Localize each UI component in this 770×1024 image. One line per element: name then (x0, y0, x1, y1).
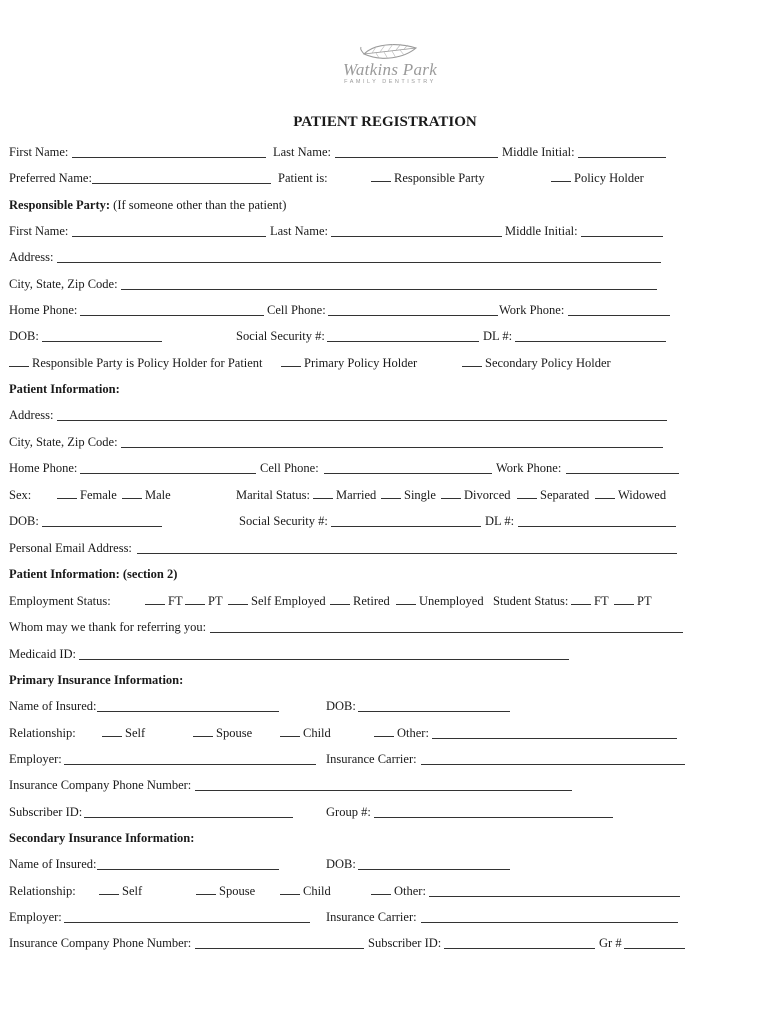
employment-status-label: Employment Status: (9, 594, 111, 608)
secondary-insured-row (0, 855, 770, 873)
secondary-employer-row (0, 908, 770, 926)
patient-email-row (0, 539, 770, 557)
employment-ft-option[interactable] (145, 592, 183, 610)
checkbox-blank[interactable] (381, 488, 401, 499)
logo-name: Watkins Park (342, 60, 438, 79)
option-label: FT (594, 594, 609, 608)
patient-dl-field[interactable] (518, 526, 676, 527)
responsible-party-heading (9, 196, 286, 214)
checkbox-blank[interactable] (57, 488, 77, 499)
checkbox-blank[interactable] (196, 884, 216, 895)
middle-initial-field[interactable] (578, 157, 666, 158)
secondary-phone-field[interactable] (195, 948, 364, 949)
rp-work-phone-label: Work Phone: (499, 303, 565, 317)
option-label: Spouse (219, 884, 256, 898)
primary-phone-field[interactable] (195, 790, 572, 791)
option-label: Unemployed (419, 594, 484, 608)
rp-city-field[interactable] (121, 289, 657, 290)
primary-self-option[interactable] (102, 724, 145, 742)
page-title: PATIENT REGISTRATION (293, 114, 477, 130)
checkbox-blank[interactable] (102, 726, 122, 737)
patient-city-row (0, 433, 770, 451)
option-label: Policy Holder (574, 171, 644, 185)
patient-city-field[interactable] (121, 447, 663, 448)
secondary-self-option[interactable] (99, 882, 142, 900)
student-pt-option[interactable] (614, 592, 652, 610)
checkbox-blank[interactable] (441, 488, 461, 499)
employment-pt-option[interactable] (185, 592, 223, 610)
checkbox-blank[interactable] (374, 726, 394, 737)
primary-insured-field[interactable] (97, 711, 279, 712)
checkbox-blank[interactable] (614, 594, 634, 605)
option-label: Single (404, 488, 436, 502)
patient-ssn-field[interactable] (331, 526, 481, 527)
option-label: Primary Policy Holder (304, 356, 418, 370)
marital-divorced-option[interactable] (441, 486, 511, 504)
secondary-other-field[interactable] (429, 896, 680, 897)
primary-subscriber-row (0, 803, 770, 821)
practice-logo (330, 40, 450, 102)
primary-insured-row (0, 697, 770, 715)
responsible-party-heading-row (0, 196, 770, 214)
secondary-gr-label: Gr # (599, 936, 622, 950)
option-label: Child (303, 726, 331, 740)
option-label: Self (125, 726, 146, 740)
rp-first-name-label: First Name: (9, 224, 69, 238)
rp-city-row (0, 275, 770, 293)
patient-dob-label: DOB: (9, 514, 39, 528)
secondary-dob-label: DOB: (326, 857, 356, 871)
patient-dl-label: DL #: (485, 514, 515, 528)
rp-address-row (0, 248, 770, 266)
patient-work-phone-label: Work Phone: (496, 461, 562, 475)
option-label: Spouse (216, 726, 253, 740)
checkbox-blank[interactable] (145, 594, 165, 605)
checkbox-blank[interactable] (371, 884, 391, 895)
option-label: Secondary Policy Holder (485, 356, 611, 370)
checkbox-blank[interactable] (313, 488, 333, 499)
patient-name-row (0, 143, 770, 161)
secondary-relationship-row (0, 882, 770, 900)
student-ft-option[interactable] (571, 592, 609, 610)
secondary-insured-label: Name of Insured: (9, 857, 97, 871)
patient-address-row (0, 406, 770, 424)
patient-work-phone-field[interactable] (566, 473, 679, 474)
secondary-spouse-option[interactable] (196, 882, 255, 900)
secondary-carrier-field[interactable] (421, 922, 678, 923)
marital-separated-option[interactable] (517, 486, 589, 504)
primary-insurance-heading-row (0, 671, 770, 689)
primary-subscriber-field[interactable] (84, 817, 293, 818)
option-label: Separated (540, 488, 590, 502)
last-name-label: Last Name: (273, 145, 331, 159)
checkbox-blank[interactable] (551, 171, 571, 182)
option-label: Self (122, 884, 143, 898)
patient-address-label: Address: (9, 408, 54, 422)
primary-subscriber-label: Subscriber ID: (9, 805, 83, 819)
first-name-label: First Name: (9, 145, 69, 159)
rp-cell-phone-field[interactable] (328, 315, 498, 316)
primary-employer-label: Employer: (9, 752, 62, 766)
secondary-policy-holder-option[interactable] (462, 354, 611, 372)
rp-ssn-field[interactable] (327, 341, 479, 342)
sex-female-option[interactable] (57, 486, 117, 504)
primary-employer-field[interactable] (64, 764, 316, 765)
secondary-employer-label: Employer: (9, 910, 62, 924)
referral-row (0, 618, 770, 636)
patient-city-label: City, State, Zip Code: (9, 435, 118, 449)
employment-row (0, 592, 770, 610)
primary-dob-field[interactable] (358, 711, 510, 712)
primary-child-option[interactable] (280, 724, 331, 742)
secondary-subscriber-field[interactable] (444, 948, 595, 949)
rp-first-name-field[interactable] (72, 236, 266, 237)
secondary-employer-field[interactable] (64, 922, 310, 923)
secondary-insured-field[interactable] (97, 869, 279, 870)
patient-home-phone-label: Home Phone: (9, 461, 78, 475)
student-status-label: Student Status: (493, 594, 569, 608)
referral-field[interactable] (210, 632, 683, 633)
preferred-name-label: Preferred Name: (9, 171, 92, 185)
primary-phone-row (0, 776, 770, 794)
heading-note: (If someone other than the patient) (110, 198, 287, 212)
primary-insured-label: Name of Insured: (9, 699, 97, 713)
primary-relationship-label: Relationship: (9, 726, 76, 740)
checkbox-blank[interactable] (99, 884, 119, 895)
checkbox-blank[interactable] (228, 594, 248, 605)
primary-insurance-heading: Primary Insurance Information: (9, 673, 184, 687)
rp-middle-initial-label: Middle Initial: (505, 224, 578, 238)
primary-carrier-label: Insurance Carrier: (326, 752, 417, 766)
checkbox-blank[interactable] (571, 594, 591, 605)
logo-subtitle: FAMILY DENTISTRY (344, 79, 436, 85)
rp-ssn-label: Social Security #: (236, 329, 325, 343)
primary-group-label: Group #: (326, 805, 371, 819)
primary-spouse-option[interactable] (193, 724, 252, 742)
rp-holder-row (0, 354, 770, 372)
rp-phone-row (0, 301, 770, 319)
employment-retired-option[interactable] (330, 592, 390, 610)
checkbox-blank[interactable] (371, 171, 391, 182)
employment-self-employed-option[interactable] (228, 592, 326, 610)
email-field[interactable] (137, 553, 677, 554)
rp-middle-initial-field[interactable] (581, 236, 663, 237)
patient-is-policy-holder-option[interactable] (551, 169, 644, 187)
patient-is-responsible-party-option[interactable] (371, 169, 485, 187)
rp-home-phone-field[interactable] (80, 315, 264, 316)
secondary-carrier-label: Insurance Carrier: (326, 910, 417, 924)
checkbox-blank[interactable] (9, 356, 29, 367)
marital-single-option[interactable] (381, 486, 436, 504)
rp-last-name-label: Last Name: (270, 224, 328, 238)
checkbox-blank[interactable] (280, 726, 300, 737)
patient-phone-row (0, 459, 770, 477)
patient-info-heading-row (0, 380, 770, 398)
rp-name-row (0, 222, 770, 240)
option-label: Married (336, 488, 377, 502)
primary-relationship-row (0, 724, 770, 742)
secondary-other-option[interactable] (371, 882, 426, 900)
patient-section2-heading-row (0, 565, 770, 583)
patient-cell-phone-label: Cell Phone: (260, 461, 319, 475)
rp-work-phone-field[interactable] (568, 315, 670, 316)
first-name-field[interactable] (72, 157, 266, 158)
option-label: FT (168, 594, 183, 608)
checkbox-blank[interactable] (330, 594, 350, 605)
marital-widowed-option[interactable] (595, 486, 666, 504)
rp-address-field[interactable] (57, 262, 661, 263)
primary-group-field[interactable] (374, 817, 613, 818)
checkbox-blank[interactable] (280, 884, 300, 895)
section-heading: Responsible Party: (9, 198, 111, 212)
patient-is-label: Patient is: (278, 171, 328, 185)
option-label: Female (80, 488, 117, 502)
medicaid-label: Medicaid ID: (9, 647, 76, 661)
checkbox-blank[interactable] (462, 356, 482, 367)
secondary-gr-field[interactable] (624, 948, 685, 949)
checkbox-blank[interactable] (193, 726, 213, 737)
medicaid-field[interactable] (79, 659, 569, 660)
employment-unemployed-option[interactable] (396, 592, 484, 610)
secondary-phone-label: Insurance Company Phone Number: (9, 936, 192, 950)
option-label: Other: (397, 726, 429, 740)
referral-label: Whom may we thank for referring you: (9, 620, 207, 634)
sex-label: Sex: (9, 488, 32, 502)
marital-status-label: Marital Status: (236, 488, 310, 502)
option-label: Child (303, 884, 331, 898)
patient-home-phone-field[interactable] (80, 473, 256, 474)
secondary-dob-field[interactable] (358, 869, 510, 870)
rp-is-policy-holder-option[interactable] (9, 354, 263, 372)
patient-cell-phone-field[interactable] (324, 473, 492, 474)
option-label: PT (637, 594, 652, 608)
checkbox-blank[interactable] (517, 488, 537, 499)
sex-male-option[interactable] (122, 486, 171, 504)
option-label: Retired (353, 594, 390, 608)
email-label: Personal Email Address: (9, 541, 132, 555)
secondary-insurance-heading-row (0, 829, 770, 847)
rp-address-label: Address: (9, 250, 54, 264)
rp-last-name-field[interactable] (331, 236, 502, 237)
checkbox-blank[interactable] (185, 594, 205, 605)
primary-policy-holder-option[interactable] (281, 354, 417, 372)
marital-married-option[interactable] (313, 486, 376, 504)
rp-dl-label: DL #: (483, 329, 513, 343)
last-name-field[interactable] (335, 157, 498, 158)
patient-section2-heading: Patient Information: (section 2) (9, 567, 178, 581)
option-label: Male (145, 488, 171, 502)
rp-dob-field[interactable] (42, 341, 162, 342)
primary-employer-row (0, 750, 770, 768)
option-label: Self Employed (251, 594, 326, 608)
medicaid-row (0, 645, 770, 663)
secondary-relationship-label: Relationship: (9, 884, 76, 898)
patient-dob-field[interactable] (42, 526, 162, 527)
primary-dob-label: DOB: (326, 699, 356, 713)
option-label: Widowed (618, 488, 667, 502)
preferred-name-field[interactable] (92, 183, 271, 184)
rp-id-row (0, 327, 770, 345)
patient-address-field[interactable] (57, 420, 667, 421)
secondary-subscriber-label: Subscriber ID: (368, 936, 442, 950)
middle-initial-label: Middle Initial: (502, 145, 575, 159)
rp-dl-field[interactable] (515, 341, 666, 342)
secondary-child-option[interactable] (280, 882, 331, 900)
option-label: Other: (394, 884, 426, 898)
rp-city-label: City, State, Zip Code: (9, 277, 118, 291)
secondary-phone-row (0, 934, 770, 952)
rp-home-phone-label: Home Phone: (9, 303, 78, 317)
patient-id-row (0, 512, 770, 530)
option-label: Responsible Party is Policy Holder for Patient (32, 356, 263, 370)
checkbox-blank[interactable] (595, 488, 615, 499)
checkbox-blank[interactable] (281, 356, 301, 367)
primary-carrier-field[interactable] (421, 764, 685, 765)
primary-other-field[interactable] (432, 738, 677, 739)
primary-other-option[interactable] (374, 724, 429, 742)
option-label: Divorced (464, 488, 511, 502)
checkbox-blank[interactable] (122, 488, 142, 499)
primary-phone-label: Insurance Company Phone Number: (9, 778, 192, 792)
option-label: Responsible Party (394, 171, 485, 185)
patient-ssn-label: Social Security #: (239, 514, 328, 528)
preferred-name-row (0, 169, 770, 187)
patient-sex-marital-row (0, 486, 770, 504)
rp-cell-phone-label: Cell Phone: (267, 303, 326, 317)
checkbox-blank[interactable] (396, 594, 416, 605)
rp-dob-label: DOB: (9, 329, 39, 343)
secondary-insurance-heading: Secondary Insurance Information: (9, 831, 195, 845)
patient-info-heading: Patient Information: (9, 382, 120, 396)
option-label: PT (208, 594, 223, 608)
